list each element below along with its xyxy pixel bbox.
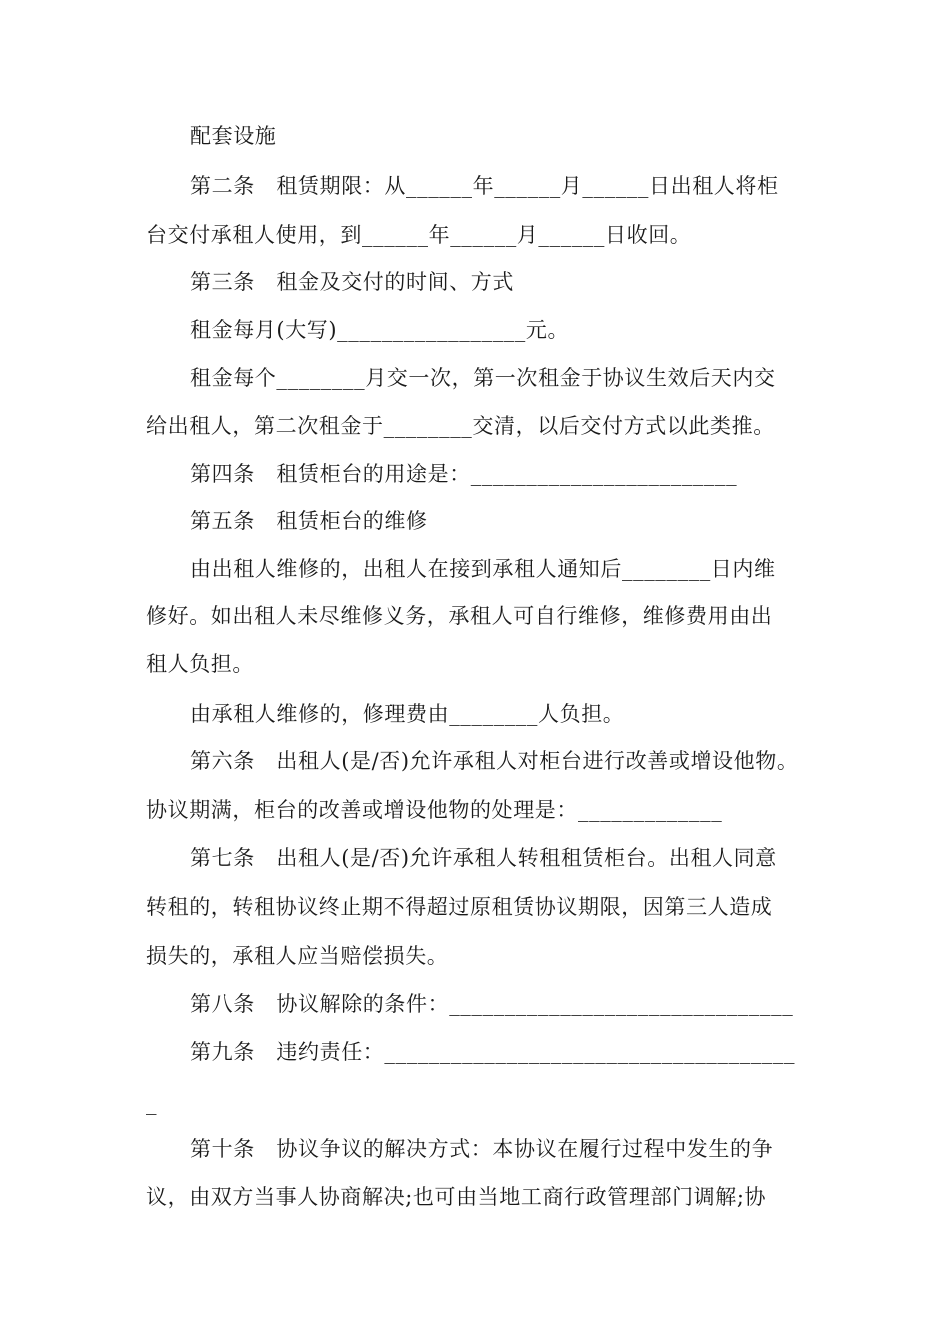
paragraph-line: 由出租人维修的，出租人在接到承租人通知后________日内维 bbox=[190, 557, 776, 581]
paragraph-line: 协议期满，柜台的改善或增设他物的处理是：_____________ bbox=[146, 798, 723, 822]
article-6-line: 第六条 出租人(是/否)允许承租人对柜台进行改善或增设他物。 bbox=[190, 749, 799, 773]
paragraph-line: 给出租人，第二次租金于________交清，以后交付方式以此类推。 bbox=[146, 414, 775, 438]
article-5-line: 第五条 租赁柜台的维修 bbox=[190, 509, 428, 533]
paragraph-line: 由承租人维修的，修理费由________人负担。 bbox=[190, 702, 625, 726]
article-3-line: 第三条 租金及交付的时间、方式 bbox=[190, 270, 514, 294]
paragraph-line: 转租的，转租协议终止期不得超过原租赁协议期限，因第三人造成 bbox=[146, 895, 773, 919]
article-10-line: 第十条 协议争议的解决方式：本协议在履行过程中发生的争 bbox=[190, 1137, 774, 1161]
article-7-line: 第七条 出租人(是/否)允许承租人转租租赁柜台。出租人同意 bbox=[190, 846, 777, 870]
article-8-line: 第八条 协议解除的条件：_______________________________ bbox=[190, 992, 794, 1016]
paragraph-line: 租金每月(大写)_________________元。 bbox=[190, 318, 570, 342]
article-2-line: 第二条 租赁期限：从______年______月______日出租人将柜 bbox=[190, 174, 779, 198]
paragraph-line: 租人负担。 bbox=[146, 652, 254, 676]
paragraph-line: _ bbox=[146, 1091, 158, 1115]
article-4-line: 第四条 租赁柜台的用途是：________________________ bbox=[190, 462, 738, 486]
paragraph-line: 损失的，承租人应当赔偿损失。 bbox=[146, 944, 449, 968]
paragraph-line: 台交付承租人使用，到______年______月______日收回。 bbox=[146, 223, 692, 247]
paragraph-line: 配套设施 bbox=[190, 124, 277, 148]
article-9-line: 第九条 违约责任：_____________________________________ bbox=[190, 1040, 796, 1064]
paragraph-line: 议，由双方当事人协商解决;也可由当地工商行政管理部门调解;协 bbox=[146, 1185, 767, 1209]
paragraph-line: 修好。如出租人未尽维修义务，承租人可自行维修，维修费用由出 bbox=[146, 604, 773, 628]
paragraph-line: 租金每个________月交一次，第一次租金于协议生效后天内交 bbox=[190, 366, 776, 390]
